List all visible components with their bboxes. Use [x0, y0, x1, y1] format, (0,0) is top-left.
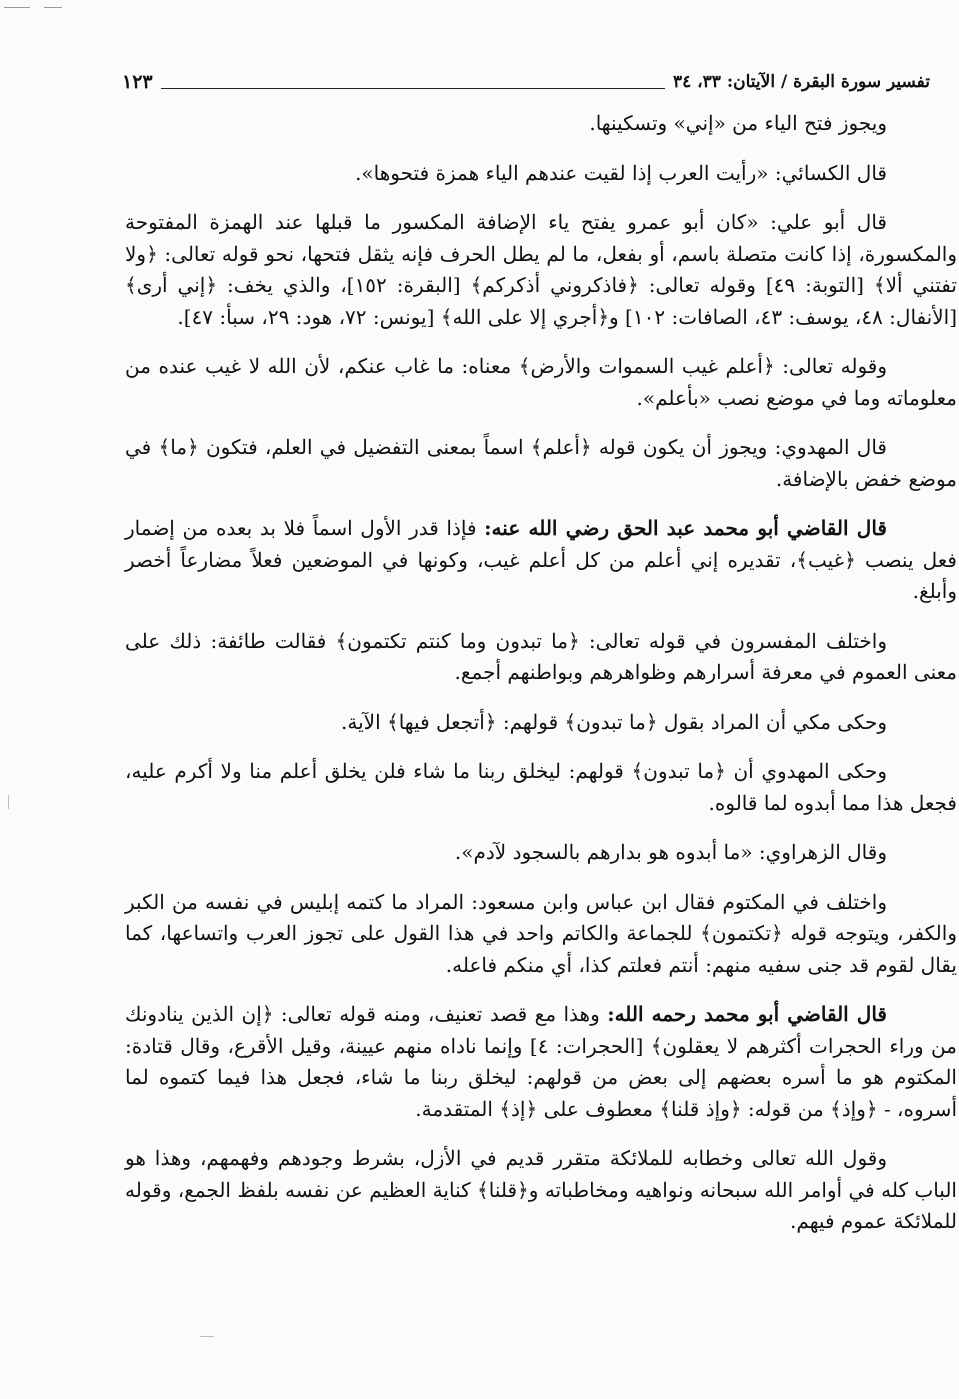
paragraph: قال القاضي أبو محمد عبد الحق رضي الله عنه: فإذا قدر الأول اسماً فلا بد بعده من إضمار فعل ينصب ﴿غيب﴾، تقديره إني أعلم من كل أعلم غيب، وكونها في الموضعين فعلاً مضارعاً أخصر وأبلغ. [125, 516, 957, 603]
paragraph: وحكى المهدوي أن ﴿ما تبدون﴾ قولهم: ليخلق ربنا ما شاء فلن يخلق أعلم منا ولا أكرم عليه، فجعل هذا مما أبدوه لما قالوه. [125, 759, 957, 815]
paragraph: وقول الله تعالى وخطابه للملائكة متقرر قديم في الأزل، بشرط وجودهم وفهمهم، وهذا هو الباب كله في أوامر الله سبحانه ونواهيه ومخاطباته و﴿قلنا﴾ كناية العظيم عن نفسه بلفظ الجمع، وقوله للملائكة عموم فيهم. [125, 1146, 957, 1233]
paragraph-lead: قال القاضي أبو محمد رحمه الله: [607, 1002, 887, 1026]
header-rule [161, 88, 665, 89]
paragraph: وقال الزهراوي: «ما أبدوه هو بدارهم بالسجود لآدم». [454, 840, 887, 864]
paragraph: ويجوز فتح الياء من «إني» وتسكينها. [589, 111, 887, 135]
paragraph: قال المهدوي: ويجوز أن يكون قوله ﴿أعلم﴾ اسماً بمعنى التفضيل في العلم، فتكون ﴿ما﴾ في موضع خفض بالإضافة. [125, 435, 957, 491]
scan-mark [200, 1336, 214, 1337]
page-header [122, 68, 930, 96]
scan-mark [8, 795, 9, 809]
paragraph: قال الكسائي: «رأيت العرب إذا لقيت عندهم الياء همزة فتحوها». [355, 160, 887, 185]
paragraph: قال أبو علي: «كان أبو عمرو يفتح ياء الإضافة المكسور ما قبلها عند الهمزة المفتوحة والمكسورة، إذا كانت متصلة باسم، أو بفعل، ما لم يطل الحرف فإنه يثقل فتحها، نحو قوله تعالى: ﴿ولا تفتني ألا﴾ [التوبة: ٤٩] وقوله تعالى: ﴿فاذكروني أذكركم﴾ [البقرة: ١٥٢]، والذي يخف: ﴿إني أرى﴾ [الأنفال: ٤٨، يوسف: ٤٣، الصافات: ١٠٢] و﴿أجري إلا على الله﴾ [يونس: ٧٢، هود: ٢٩، سبأ: ٤٧]. [125, 210, 957, 329]
paragraph: وقوله تعالى: ﴿أعلم غيب السموات والأرض﴾ معناه: ما غاب عنكم، لأن الله لا غيب عنده من معلوماته وما في موضع نصب «بأعلم». [125, 354, 957, 410]
running-title: تفسير سورة البقرة / الآيتان: ٣٣، ٣٤ [672, 72, 930, 92]
paragraph: واختلف في المكتوم فقال ابن عباس وابن مسعود: المراد ما كتمه إبليس في نفسه من الكبر والكفر، ويتوجه قوله ﴿تكتمون﴾ للجماعة والكاتم واحد في هذا القول على تجوز العرب واتساعها، كما يقال لقوم قد جنى سفيه منهم: أنتم فعلتم كذا، أي منكم فاعله. [125, 889, 957, 977]
scan-mark [44, 7, 62, 8]
paragraph-lead: قال القاضي أبو محمد عبد الحق رضي الله عنه: [484, 516, 887, 540]
paragraph: واختلف المفسرون في قوله تعالى: ﴿ما تبدون وما كنتم تكتمون﴾ فقالت طائفة: ذلك على معنى العموم في معرفة أسرارهم وظواهرهم وبواطنهم أجمع. [125, 628, 957, 684]
page-body [125, 108, 957, 1256]
paragraph: قال القاضي أبو محمد رحمه الله: وهذا مع قصد تعنيف، ومنه قوله تعالى: ﴿إن الذين ينادونك من وراء الحجرات أكثرهم لا يعقلون﴾ [الحجرات: ٤] وإنما ناداه منهم عيينة، وقيل الأقرع، وقال قتادة: المكتوم هو ما أسره بعضهم إلى بعض من قولهم: ليخلق ربنا ما شاء، فجعل هذا فيما كتموه لما أسروه، - ﴿وإذ﴾ من قوله: ﴿وإذ قلنا﴾ معطوف على ﴿إذ﴾ المتقدمة. [125, 1002, 957, 1121]
scan-mark [4, 7, 30, 8]
page-number: ١٢٣ [122, 71, 153, 93]
paragraph: وحكى مكي أن المراد بقول ﴿ما تبدون﴾ قولهم: ﴿أتجعل فيها﴾ الآية. [341, 709, 887, 734]
